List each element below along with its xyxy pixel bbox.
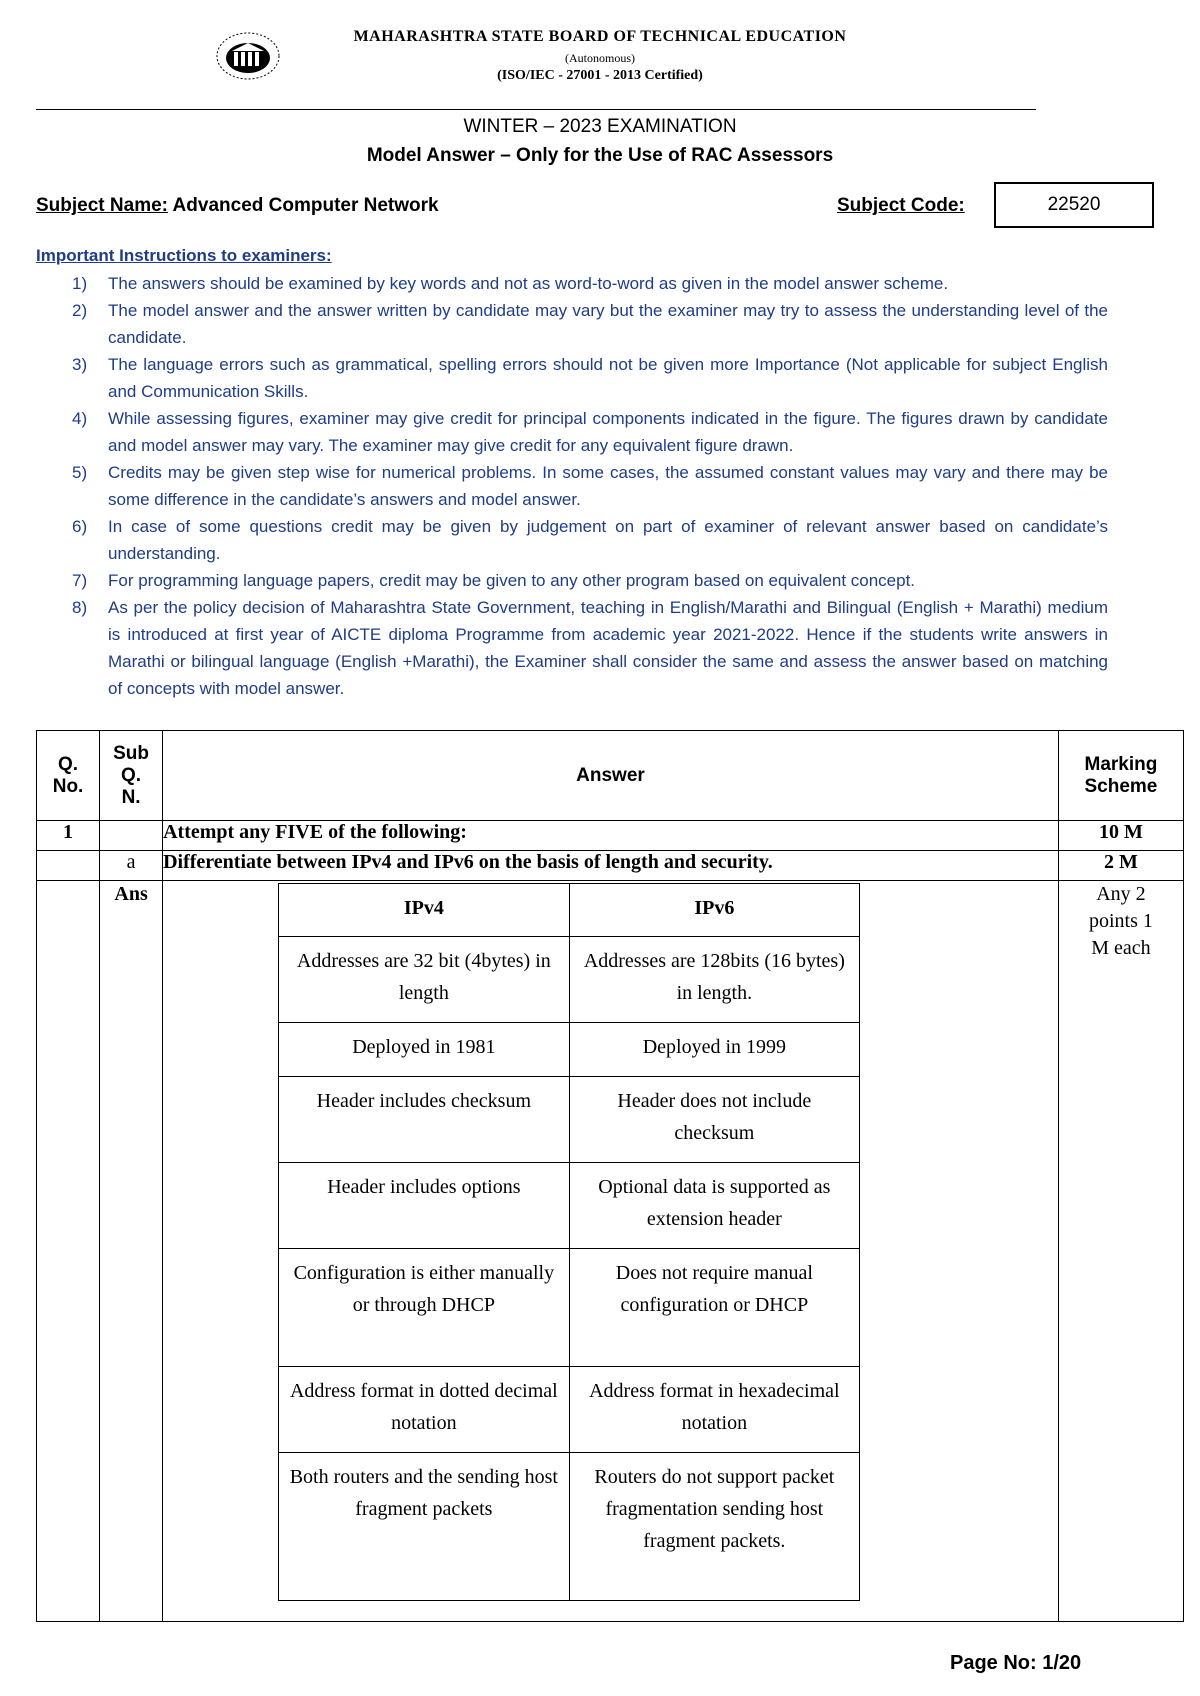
instruction-text: The model answer and the answer written by candidate may vary but the examiner may try to assess the understanding level of the candidate.	[108, 301, 1108, 347]
comparison-cell: Addresses are 128bits (16 bytes) in length.	[569, 937, 860, 1023]
subject-name-value: Advanced Computer Network	[167, 195, 439, 216]
q1a-sub: a	[100, 851, 163, 881]
msbte-logo-icon	[214, 30, 282, 82]
header-q-no-line: No.	[52, 775, 84, 797]
comparison-row	[279, 1453, 860, 1601]
instruction-number: 8)	[72, 598, 88, 617]
instruction-item	[36, 594, 1108, 702]
q1a-text: Differentiate between IPv4 and IPv6 on the basis of length and security.	[163, 851, 1059, 881]
q1a-marks: 2 M	[1058, 851, 1183, 881]
instructions-title: Important Instructions to examiners:	[36, 246, 332, 265]
q1a-q-empty	[37, 851, 100, 881]
comparison-header-ipv6: IPv6	[569, 884, 860, 937]
instruction-text: For programming language papers, credit may be given to any other program based on equivalent concept.	[108, 571, 916, 590]
instruction-number: 3)	[72, 355, 88, 374]
instruction-text: The language errors such as grammatical, spelling errors should not be given more Importance (Not applicable for subject English and Communication Skills.	[108, 355, 1108, 401]
table-row	[37, 821, 1184, 851]
exam-title: WINTER – 2023 EXAMINATION	[463, 116, 737, 137]
instruction-number: 2)	[72, 301, 88, 320]
table-header-row	[37, 731, 1184, 821]
header-sub-q-line: Sub	[113, 742, 150, 764]
marking-note-line: M each	[1091, 937, 1151, 959]
comparison-row	[279, 1163, 860, 1249]
marking-note	[1058, 881, 1183, 1622]
subject-name-label: Subject Name:	[36, 195, 168, 216]
subject-code-label: Subject Code:	[837, 195, 965, 216]
marking-note-line: points 1	[1088, 910, 1153, 932]
header-sub-q	[100, 731, 163, 821]
header-divider	[36, 109, 1036, 110]
comparison-row	[279, 1023, 860, 1077]
q1-sub-empty	[100, 821, 163, 851]
subject-name-row	[36, 195, 439, 217]
instruction-text: Credits may be given step wise for numerical problems. In some cases, the assumed constant values may vary and there may be some difference in the candidate’s answers and model answer.	[108, 463, 1108, 509]
header-sub-q-line: N.	[121, 786, 141, 808]
instructions-list	[36, 270, 1108, 702]
instruction-text: The answers should be examined by key words and not as word-to-word as given in the model answer scheme.	[108, 274, 949, 293]
comparison-cell: Header includes options	[279, 1163, 570, 1249]
instruction-item	[36, 297, 1108, 351]
comparison-cell: Address format in hexadecimal notation	[569, 1367, 860, 1453]
answer-content	[163, 881, 1059, 1622]
comparison-header-row	[279, 884, 860, 937]
instruction-text: While assessing figures, examiner may give credit for principal components indicated in the figure. The figures drawn by candidate and model answer may vary. The examiner may give credit for any equivalent figure drawn.	[108, 409, 1108, 455]
instruction-item	[36, 270, 1108, 297]
header-marking	[1058, 731, 1183, 821]
ans-label: Ans	[100, 881, 163, 1622]
comparison-cell: Deployed in 1999	[569, 1023, 860, 1077]
header-q-no	[37, 731, 100, 821]
instruction-text: In case of some questions credit may be given by judgement on part of examiner of relevant answer based on candidate’s understanding.	[108, 517, 1108, 563]
autonomous-label: (Autonomous)	[565, 51, 635, 65]
comparison-cell: Does not require manual configuration or DHCP	[569, 1249, 860, 1367]
ipv4-ipv6-comparison-table	[278, 883, 860, 1601]
header-marking-line: Scheme	[1084, 775, 1158, 797]
board-name: MAHARASHTRA STATE BOARD OF TECHNICAL EDUCATION	[353, 28, 847, 45]
comparison-row	[279, 1077, 860, 1163]
comparison-cell: Header does not include checksum	[569, 1077, 860, 1163]
comparison-row	[279, 937, 860, 1023]
q1-text: Attempt any FIVE of the following:	[163, 821, 1059, 851]
answer-row	[37, 881, 1184, 1622]
instruction-item	[36, 405, 1108, 459]
marking-note-line: Any 2	[1096, 883, 1146, 905]
q1-marks: 10 M	[1058, 821, 1183, 851]
comparison-cell: Deployed in 1981	[279, 1023, 570, 1077]
instruction-item	[36, 459, 1108, 513]
instruction-number: 5)	[72, 463, 88, 482]
iso-certification: (ISO/IEC - 27001 - 2013 Certified)	[497, 68, 703, 83]
comparison-cell: Addresses are 32 bit (4bytes) in length	[279, 937, 570, 1023]
header-marking-line: Marking	[1084, 753, 1158, 775]
instruction-item	[36, 513, 1108, 567]
instruction-number: 4)	[72, 409, 88, 428]
comparison-cell: Routers do not support packet fragmentation sending host fragment packets.	[569, 1453, 860, 1601]
comparison-cell: Header includes checksum	[279, 1077, 570, 1163]
comparison-cell: Both routers and the sending host fragment packets	[279, 1453, 570, 1601]
instruction-number: 1)	[72, 274, 88, 293]
instruction-text: As per the policy decision of Maharashtra State Government, teaching in English/Marathi and Bilingual (English + Marathi) medium is introduced at first year of AICTE diploma Programme from academic year 2021-2022. Hence if the students write answers in Marathi or bilingual language (English +Marathi), the Examiner shall consider the same and assess the answer based on matching of concepts with model answer.	[108, 598, 1108, 698]
instruction-item	[36, 351, 1108, 405]
comparison-cell: Optional data is supported as extension header	[569, 1163, 860, 1249]
comparison-header-ipv4: IPv4	[279, 884, 570, 937]
page-number: Page No: 1/20	[950, 1652, 1082, 1674]
instruction-item	[36, 567, 1108, 594]
comparison-row	[279, 1367, 860, 1453]
subject-code-value: 22520	[994, 182, 1154, 228]
comparison-row	[279, 1249, 860, 1367]
header-answer: Answer	[163, 731, 1059, 821]
instruction-number: 6)	[72, 517, 88, 536]
header-sub-q-line: Q.	[121, 764, 142, 786]
model-answer-title: Model Answer – Only for the Use of RAC Assessors	[366, 145, 834, 166]
comparison-cell: Address format in dotted decimal notation	[279, 1367, 570, 1453]
table-row	[37, 851, 1184, 881]
instruction-number: 7)	[72, 571, 88, 590]
comparison-cell: Configuration is either manually or through DHCP	[279, 1249, 570, 1367]
answer-q-empty	[37, 881, 100, 1622]
answer-table	[36, 730, 1184, 1622]
q1-number: 1	[37, 821, 100, 851]
header-q-no-line: Q.	[57, 753, 79, 775]
